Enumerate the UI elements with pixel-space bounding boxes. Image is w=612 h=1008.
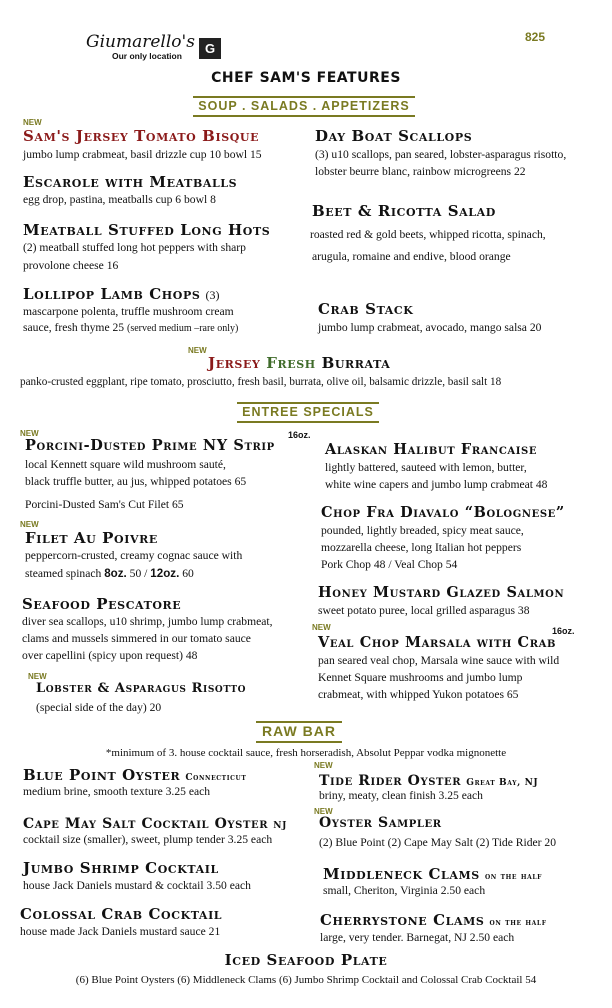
item-desc: (2) meatball stuffed long hot peppers with sharp xyxy=(23,241,246,254)
item-desc: mozzarella cheese, long Italian hot peppers xyxy=(321,541,522,554)
item-title-row xyxy=(320,910,547,929)
section-heading-entree: ENTREE SPECIALS xyxy=(242,405,374,419)
item-title: Colossal Crab Cocktail xyxy=(20,905,223,923)
burrata-word: Burrata xyxy=(321,354,391,372)
item-title-row xyxy=(23,284,220,303)
new-badge: NEW xyxy=(314,807,333,816)
item-title: Escarole with Meatballs xyxy=(23,173,238,191)
logo-mark-icon xyxy=(199,38,221,59)
item-note: (served medium –rare only) xyxy=(127,323,239,334)
new-badge: NEW xyxy=(188,346,207,355)
item-desc: house made Jack Daniels mustard sauce 21 xyxy=(20,925,221,938)
section-heading-raw-bar: RAW BAR xyxy=(262,723,336,739)
item-desc: roasted red & gold beets, whipped ricotta, spinach, xyxy=(310,228,546,241)
item-desc: jumbo lump crabmeat, basil drizzle cup 10 bowl 15 xyxy=(23,148,262,161)
item-title: Chop Fra Diavalo “Bolognese” xyxy=(321,504,565,521)
item-origin: Connecticut xyxy=(185,773,247,783)
burrata-word: Jersey xyxy=(208,354,261,372)
raw-bar-note: *minimum of 3. house cocktail sauce, fresh horseradish, Absolut Peppar vodka mignonette xyxy=(105,747,507,759)
item-title: Meatball Stuffed Long Hots xyxy=(23,221,271,239)
section-rule xyxy=(256,741,342,743)
item-title: Blue Point Oyster xyxy=(23,766,181,784)
item-desc: over capellini (spicy upon request) 48 xyxy=(22,649,198,662)
item-desc: pounded, lightly breaded, spicy meat sauce, xyxy=(321,524,524,537)
size-label: 16oz. xyxy=(552,626,575,636)
item-origin: on the half xyxy=(484,872,543,882)
item-desc: steamed spinach xyxy=(25,567,102,580)
logo-tagline: Our only location xyxy=(112,51,182,61)
item-desc: local Kennett square wild mushroom sauté, xyxy=(25,458,226,471)
item-desc: peppercorn-crusted, creamy cognac sauce with xyxy=(25,549,243,562)
item-desc: white wine capers and jumbo lump crabmeat 48 xyxy=(325,478,548,491)
item-desc: pan seared veal chop, Marsala wine sauce with wild xyxy=(318,654,560,667)
section-rule xyxy=(193,96,415,98)
new-badge: NEW xyxy=(314,761,333,770)
item-title: Beet & Ricotta Salad xyxy=(312,202,496,220)
item-title-row xyxy=(319,770,538,789)
item-desc: (2) Blue Point (2) Cape May Salt (2) Tide Rider 20 xyxy=(319,836,557,849)
page-number: 825 xyxy=(525,30,546,44)
section-rule xyxy=(237,421,379,423)
item-desc: jumbo lump crabmeat, avocado, mango salsa 20 xyxy=(318,321,542,334)
item-desc: sauce, fresh thyme 25 xyxy=(23,321,125,334)
logo-script: Giumarello's xyxy=(86,32,195,52)
item-title: Porcini-Dusted Prime NY Strip xyxy=(25,437,275,454)
item-title: Lobster & Asparagus Risotto xyxy=(36,681,247,696)
size-label: 12oz. xyxy=(150,567,180,580)
item-desc: briny, meaty, clean finish 3.25 each xyxy=(319,789,483,802)
item-origin: Great Bay, NJ xyxy=(466,778,539,788)
item-title: Filet Au Poivre xyxy=(25,529,158,547)
item-title: Cape May Salt Cocktail Oyster xyxy=(23,816,269,832)
item-title: Seafood Pescatore xyxy=(22,595,182,613)
item-title: Oyster Sampler xyxy=(319,815,442,831)
new-badge: NEW xyxy=(20,429,39,438)
size-label: 16oz. xyxy=(288,430,311,440)
item-title-row xyxy=(23,765,246,784)
section-rule xyxy=(193,115,415,117)
item-price: 50 / xyxy=(126,567,151,580)
item-title: Middleneck Clams xyxy=(323,865,480,883)
logo-mark-letter: G xyxy=(204,41,216,56)
new-badge: NEW xyxy=(23,118,42,127)
burrata-title xyxy=(208,354,390,372)
item-count: (3) xyxy=(205,288,220,302)
item-desc: medium brine, smooth texture 3.25 each xyxy=(23,785,211,798)
section-heading-soup: SOUP . SALADS . APPETIZERS xyxy=(198,99,410,113)
item-desc: lobster beurre blanc, rainbow microgreens 22 xyxy=(315,165,526,178)
item-desc: clams and mussels simmered in our tomato sauce xyxy=(22,632,251,645)
item-desc: mascarpone polenta, truffle mushroom cream xyxy=(23,305,234,318)
item-desc: panko-crusted eggplant, ripe tomato, prosciutto, fresh basil, burrata, olive oil, balsamic drizzle, basil salt 18 xyxy=(20,376,502,388)
item-price: 60 xyxy=(179,567,194,580)
item-desc: provolone cheese 16 xyxy=(23,259,119,272)
item-title: Veal Chop Marsala with Crab xyxy=(318,634,557,651)
section-rule xyxy=(237,402,379,404)
item-desc: diver sea scallops, u10 shrimp, jumbo lump crabmeat, xyxy=(22,615,273,628)
item-title: Tide Rider Oyster xyxy=(319,773,462,789)
item-title: Iced Seafood Plate xyxy=(224,951,388,969)
item-price-row xyxy=(25,566,194,582)
new-badge: NEW xyxy=(312,623,331,632)
item-desc-row xyxy=(23,320,238,337)
item-desc: (special side of the day) 20 xyxy=(36,701,162,714)
new-badge: NEW xyxy=(28,672,47,681)
item-title: Crab Stack xyxy=(318,300,414,318)
item-title-row xyxy=(323,864,542,883)
item-desc: crabmeat, with whipped Yukon potatoes 65 xyxy=(318,688,519,701)
item-title: Day Boat Scallops xyxy=(315,127,473,145)
item-desc: Pork Chop 48 / Veal Chop 54 xyxy=(321,558,458,571)
item-desc: egg drop, pastina, meatballs cup 6 bowl 8 xyxy=(23,193,216,206)
size-label: 8oz. xyxy=(104,567,127,580)
item-desc: sweet potato puree, local grilled asparagus 38 xyxy=(318,604,530,617)
item-origin: NJ xyxy=(273,821,287,831)
item-desc: cocktail size (smaller), sweet, plump tender 3.25 each xyxy=(23,833,273,846)
item-desc: lightly battered, sauteed with lemon, butter, xyxy=(325,461,527,474)
page-title: CHEF SAM'S FEATURES xyxy=(211,70,401,86)
item-desc: Porcini-Dusted Sam's Cut Filet 65 xyxy=(25,498,184,511)
item-desc: black truffle butter, au jus, whipped potatoes 65 xyxy=(25,475,247,488)
item-desc: house Jack Daniels mustard & cocktail 3.50 each xyxy=(23,879,251,892)
item-desc: (3) u10 scallops, pan seared, lobster-asparagus risotto, xyxy=(315,148,567,161)
new-badge: NEW xyxy=(20,520,39,529)
item-title: Sam's Jersey Tomato Bisque xyxy=(23,127,260,145)
item-title: Jumbo Shrimp Cocktail xyxy=(23,859,219,877)
item-desc: large, very tender. Barnegat, NJ 2.50 each xyxy=(320,931,515,944)
item-title: Honey Mustard Glazed Salmon xyxy=(318,584,565,601)
item-desc: small, Cheriton, Virginia 2.50 each xyxy=(323,884,486,897)
burrata-word: Fresh xyxy=(266,354,316,372)
item-title-row xyxy=(23,813,287,832)
item-desc: Kennet Square mushrooms and jumbo lump xyxy=(318,671,523,684)
item-desc: (6) Blue Point Oysters (6) Middleneck Clams (6) Jumbo Shrimp Cocktail and Colossal Crab Cocktail 54 xyxy=(75,974,537,986)
item-title: Cherrystone Clams xyxy=(320,911,485,929)
item-title: Alaskan Halibut Francaise xyxy=(325,441,538,458)
item-origin: on the half xyxy=(489,918,547,928)
item-title: Lollipop Lamb Chops xyxy=(23,285,201,303)
item-desc: arugula, romaine and endive, blood orange xyxy=(312,250,511,263)
